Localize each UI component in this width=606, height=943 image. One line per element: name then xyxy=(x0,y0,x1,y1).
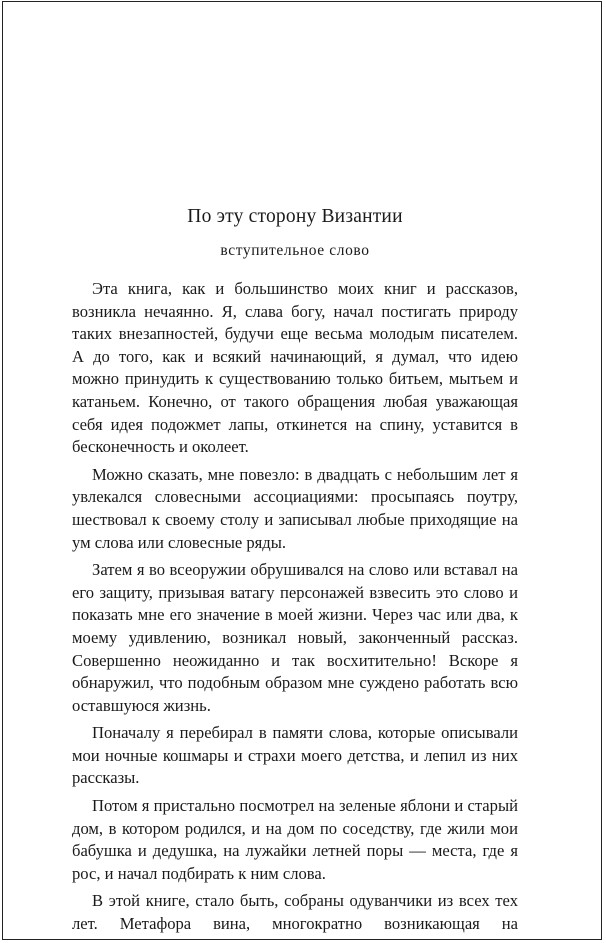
paragraph: Эта книга, как и большинство моих книг и рассказов, возникла нечаянно. Я, слава богу, начал постигать природу таких внезапностей, будучи еще весьма молодым писателем. А до того, как и всякий начинающий, я думал, что идею можно принудить к существованию только битьем, мытьем и катаньем. Конечно, от такого обращения любая уважающая себя идея подожмет лапы, откинется на спину, уставится в бесконечность и околеет. xyxy=(72,279,518,457)
chapter-content xyxy=(72,203,518,941)
paragraph: Потом я пристально посмотрел на зеленые яблони и старый дом, в котором родился, и на дом по соседству, где жили мои бабушка и дедушка, на лужайки летней поры — места, где я рос, и начал подбирать к ним слова. xyxy=(72,796,518,883)
chapter-subtitle: вступительное слово xyxy=(220,242,370,259)
paragraph: Можно сказать, мне повезло: в двадцать с небольшим лет я увлекался словесными ассоциациями: просыпаясь поутру, шествовал к своему столу и записывал любые приходящие на ум слова или словесные ряды. xyxy=(72,464,518,552)
paragraph: Затем я во всеоружии обрушивался на слово или вставал на его защиту, призывая ватагу персонажей взвесить это слово и показать мне его значение в моей жизни. Через час или два, к моему удивлению, возникал новый, законченный рассказ. Совершенно неожиданно и так восхитительно! Вскоре я обнаружил, что подобным образом мне суждено работать всю оставшуюся жизнь. xyxy=(72,560,518,715)
chapter-title: По эту сторону Византии xyxy=(187,206,403,227)
paragraph: В этой книге, стало быть, собраны одуванчики из всех тех лет. Метафора вина, многократно возникающая на xyxy=(72,891,518,934)
paragraph: Поначалу я перебирал в памяти слова, которые описывали мои ночные кошмары и страхи моего детства, и лепил из них рассказы. xyxy=(72,723,518,788)
